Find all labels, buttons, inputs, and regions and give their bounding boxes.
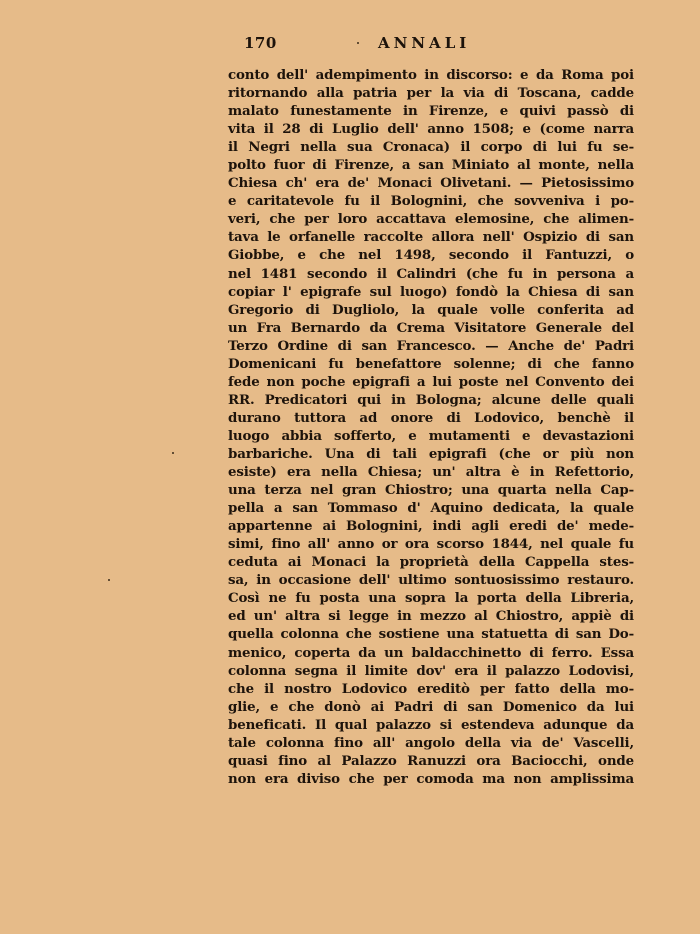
text-line: sa, in occasione dell' ultimo sontuosissimo restauro. [228,572,634,589]
text-line: beneficati. Il qual palazzo si estendeva adunque da [228,716,634,733]
page-number: 170 [244,34,277,52]
text-line: durano tuttora ad onore di Lodovico, benchè il [228,409,634,426]
text-line: quella colonna che sostiene una statuetta di san Do- [228,626,634,643]
text-line: non era diviso che per comoda ma non amplissima [228,770,634,787]
text-line: esiste) era nella Chiesa; un' altra è in Refettorio, [228,464,634,481]
text-line: luogo abbia sofferto, e mutamenti e devastazioni [228,427,634,444]
text-line: ceduta ai Monaci la proprietà della Cappella stes- [228,554,634,571]
text-line: colonna segna il limite dov' era il palazzo Lodovisi, [228,662,634,679]
text-line: vita il 28 di Luglio dell' anno 1508; e (come narra [228,121,634,138]
text-line: tale colonna fino all' angolo della via de' Vascelli, [228,734,634,751]
text-line: Così ne fu posta una sopra la porta della Libreria, [228,590,634,607]
page-header [228,34,634,56]
text-line: ed un' altra si legge in mezzo al Chiostro, appiè di [228,608,634,625]
text-line: Domenicani fu benefattore solenne; di che fanno [228,355,634,372]
text-line: appartenne ai Bolognini, indi agli eredi de' mede- [228,518,634,535]
text-line: Terzo Ordine di san Francesco. — Anche de' Padri [228,337,634,354]
text-line: una terza nel gran Chiostro; una quarta nella Cap- [228,482,634,499]
running-head: ANNALI [378,34,471,52]
text-line: veri, che per loro accattava elemosine, che alimen- [228,211,634,228]
ink-speck [172,452,174,454]
text-line: menico, coperta da un baldacchinetto di ferro. Essa [228,644,634,661]
text-line: il Negri nella sua Cronaca) il corpo di lui fu se- [228,139,634,156]
text-line: fede non poche epigrafi a lui poste nel Convento dei [228,373,634,390]
text-line: simi, fino all' anno or ora scorso 1844, nel quale fu [228,536,634,553]
text-line: Chiesa ch' era de' Monaci Olivetani. — Pietosissimo [228,175,634,192]
text-line: nel 1481 secondo il Calindri (che fu in persona a [228,265,634,282]
ink-speck [357,42,359,44]
body-text [228,66,634,788]
text-line: conto dell' adempimento in discorso: e da Roma poi [228,67,634,83]
text-line: glie, e che donò ai Padri di san Domenico da lui [228,698,634,715]
text-line: Giobbe, e che nel 1498, secondo il Fantuzzi, o [228,247,634,264]
text-line: polto fuor di Firenze, a san Miniato al monte, nella [228,157,634,174]
text-line: quasi fino al Palazzo Ranuzzi ora Baciocchi, onde [228,752,634,769]
text-line: e caritatevole fu il Bolognini, che sovveniva i po- [228,193,634,210]
text-line: malato funestamente in Firenze, e quivi passò di [228,103,634,120]
text-line: pella a san Tommaso d' Aquino dedicata, la quale [228,500,634,517]
text-line: tava le orfanelle raccolte allora nell' Ospizio di san [228,229,634,246]
text-line: che il nostro Lodovico ereditò per fatto della mo- [228,680,634,697]
text-line: barbariche. Una di tali epigrafi (che or più non [228,445,634,462]
text-line: copiar l' epigrafe sul luogo) fondò la Chiesa di san [228,283,634,300]
text-line: Gregorio di Dugliolo, la quale volle conferita ad [228,301,634,318]
text-line: un Fra Bernardo da Crema Visitatore Generale del [228,319,634,336]
text-line: RR. Predicatori qui in Bologna; alcune delle quali [228,391,634,408]
text-line: ritornando alla patria per la via di Toscana, cadde [228,85,634,102]
ink-speck [108,579,110,581]
